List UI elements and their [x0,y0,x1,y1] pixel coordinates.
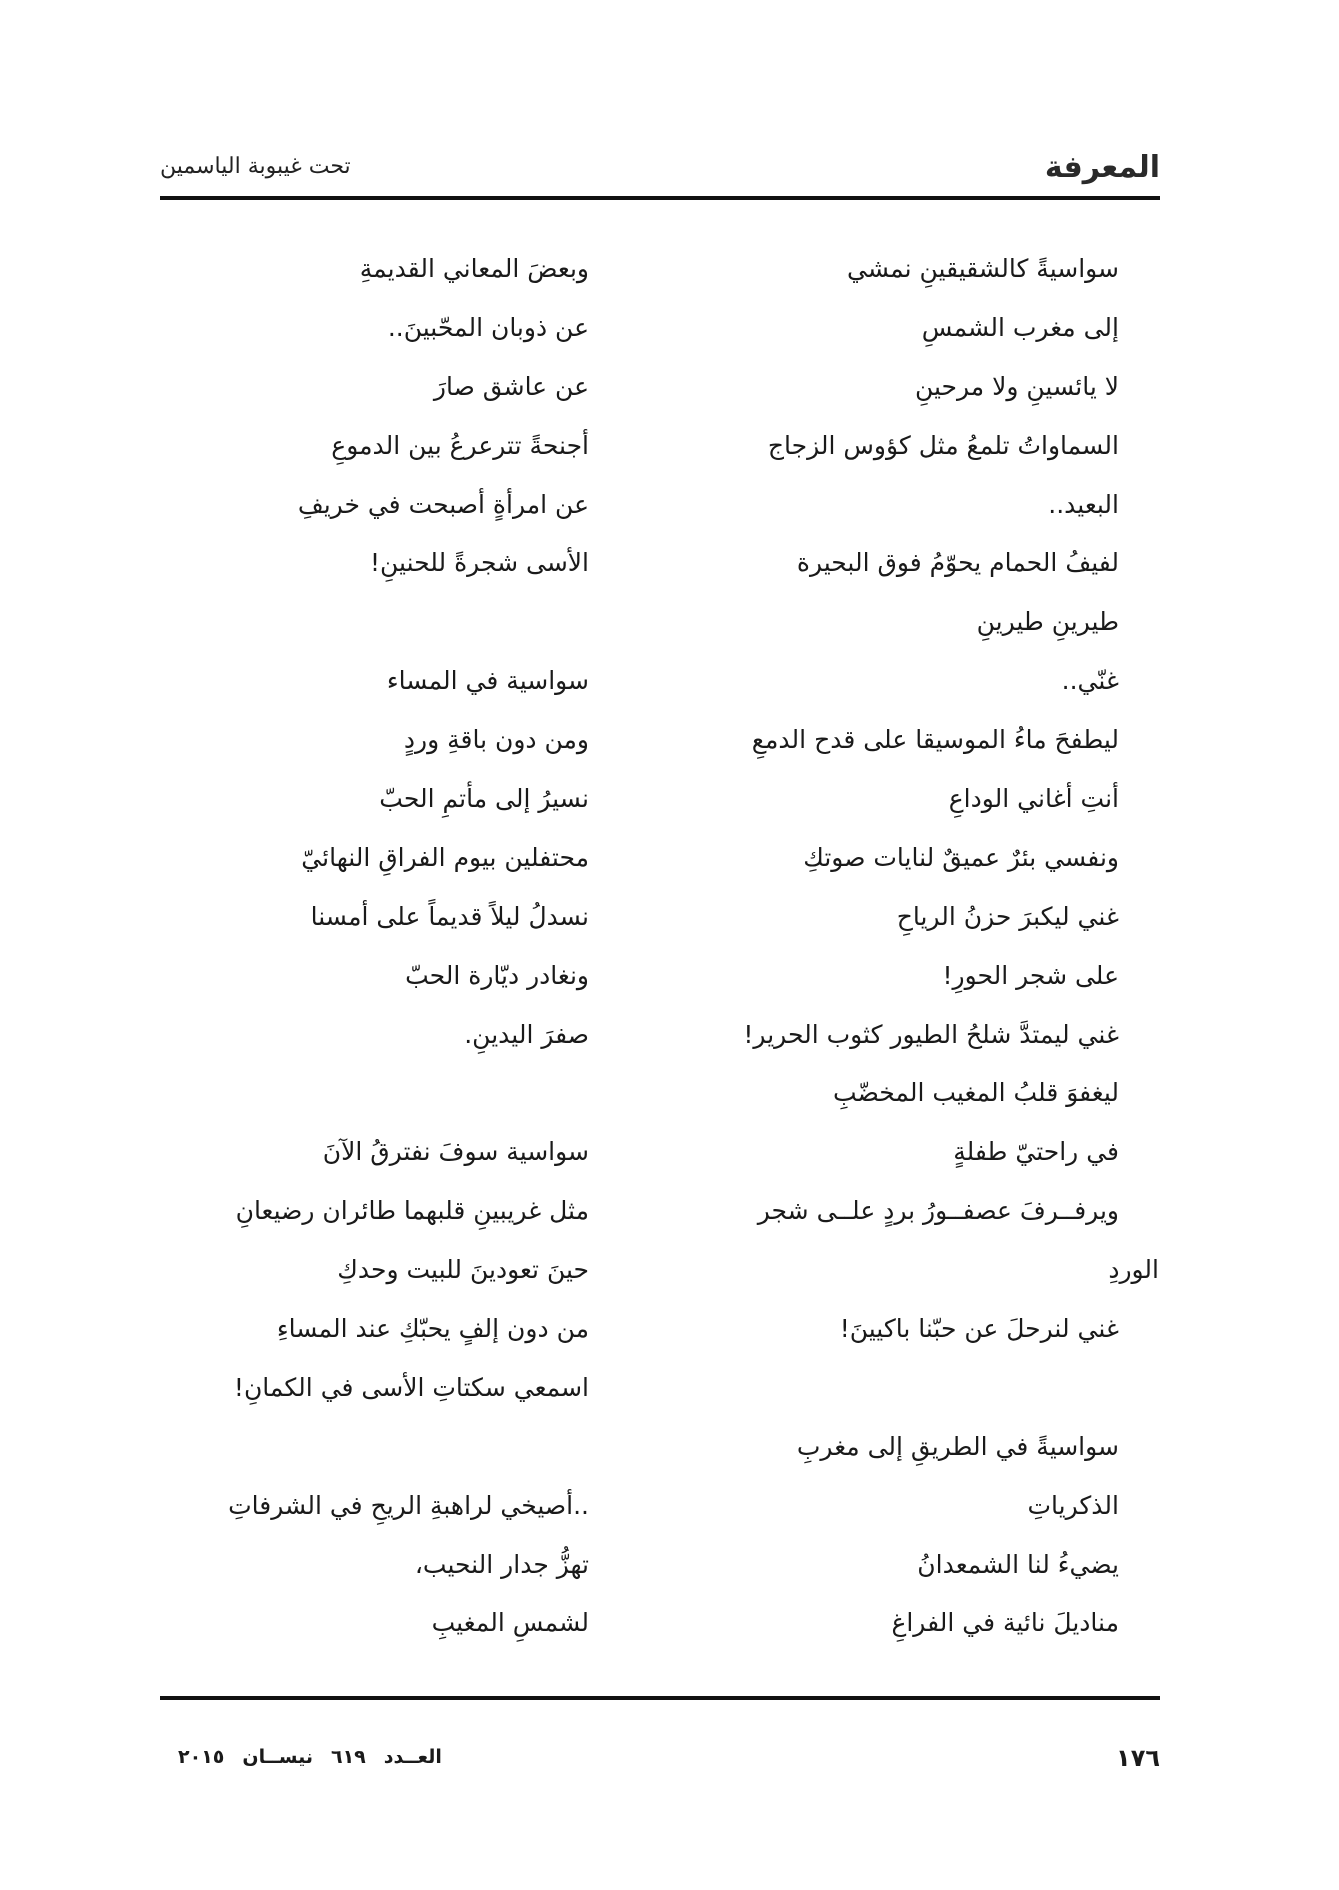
stanza-break [149,1418,589,1477]
poem-line: غني ليكبرَ حزنُ الرياحِ [896,901,1119,931]
running-title: تحت غيبوبة الياسمين [160,154,351,179]
issue-info [160,1746,442,1768]
poem-line: ليغفوَ قلبُ المغيب المخضّبِ [833,1078,1119,1108]
poem-line: في راحتيّ طفلةٍ [953,1137,1119,1167]
poem-line: أنتِ أغاني الوداعِ [948,784,1119,814]
poem-line: نسيرُ إلى مأتمِ الحبّ [379,784,589,814]
poem-line: اسمعي سكتاتِ الأسى في الكمانِ! [233,1372,589,1402]
issue-label: العــدد [383,1746,442,1768]
poem-line: ..أصيخي لراهبةِ الريحِ في الشرفاتِ [228,1490,589,1520]
poem-line: البعيد.. [1048,489,1119,519]
poem-line: عن ذوبان المحّبينَ.. [387,312,589,342]
poem-line: وبعضَ المعاني القديمةِ [359,254,589,283]
magazine-logo: المعرفة [1044,150,1160,185]
poem-line: ويرفــرفَ عصفــورُ بردٍ علــى شجر [757,1196,1119,1226]
poem-line: ونفسي بئرٌ عميقٌ لنايات صوتكِ [803,842,1119,872]
issue-year: ٢٠١٥ [178,1746,225,1768]
poem-line: ومن دون باقةِ وردٍ [403,725,589,755]
poem-line: أجنحةً تترعرعُ بين الدموعِ [331,430,589,460]
poem-line: طيرينِ طيرينِ [976,607,1119,637]
poem-line: الذكرياتِ [1027,1490,1119,1520]
poem-line: الأسى شجرةً للحنينِ! [369,548,589,578]
poem-line: حينَ تعودينَ للبيت وحدكِ [337,1255,589,1285]
poem-line: نسدلُ ليلاً قديماً على أمسنا [310,901,589,931]
poem-line: غني ليمتدَّ شلحُ الطيور كثوب الحرير! [743,1019,1119,1049]
poem-line: الوردِ [1108,1255,1159,1285]
stanza-break [649,1359,1119,1418]
poem-line: إلى مغرب الشمسِ [921,312,1119,342]
poem-line: عن عاشق صارَ [433,371,589,401]
poem-line: مثل غريبينِ قلبهما طائران رضيعانِ [235,1196,589,1226]
poem-line: من دون إلفٍ يحبّكِ عند المساءِ [276,1314,589,1344]
poem-column-left [149,240,589,1653]
footer-rule [160,1696,1160,1700]
issue-number: ٦١٩ [330,1746,366,1768]
poem-line: سواسيةً في الطريقِ إلى مغربِ [796,1431,1119,1461]
poem-line: سواسية في المساء [386,666,589,696]
page-number: ١٧٦ [1116,1744,1160,1772]
poem-line: غنّي.. [1061,666,1119,696]
poem-line: ليطفحَ ماءُ الموسيقا على قدح الدمعِ [751,725,1119,755]
page-header [160,148,1160,188]
poem-line: تهزُّ جدار النحيب، [414,1549,589,1579]
stanza-break [149,593,589,652]
poem-line: غني لنرحلَ عن حبّنا باكيينَ! [839,1314,1119,1344]
poem-line: مناديلَ نائية في الفراغِ [891,1608,1119,1638]
poem-line: عن امرأةٍ أصبحت في خريفِ [297,489,589,519]
poem-line: سواسية سوفَ نفترقُ الآنَ [322,1137,589,1167]
page-footer [160,1744,1160,1780]
poem-line: لفيفُ الحمام يحوّمُ فوق البحيرة [796,548,1119,578]
poem-line: محتفلين بيوم الفراقِ النهائيّ [301,842,589,872]
poem-line: صفرَ اليدينِ. [464,1019,589,1049]
header-rule [160,196,1160,200]
poem-line: لشمسِ المغيبِ [431,1608,589,1638]
poem-line: سواسيةً كالشقيقينِ نمشي [847,254,1119,283]
poem-line: يضيءُ لنا الشمعدانُ [917,1549,1119,1579]
poem-line: ونغادر ديّارة الحبّ [405,960,589,990]
poem-line: السماواتُ تلمعُ مثل كؤوس الزجاج [767,430,1119,460]
issue-month: نيســان [242,1746,313,1768]
poem-column-right [649,240,1159,1653]
stanza-break [149,1064,589,1123]
poem-line: على شجر الحورِ! [942,960,1119,990]
poem-line: لا يائسينِ ولا مرحينِ [914,371,1119,401]
